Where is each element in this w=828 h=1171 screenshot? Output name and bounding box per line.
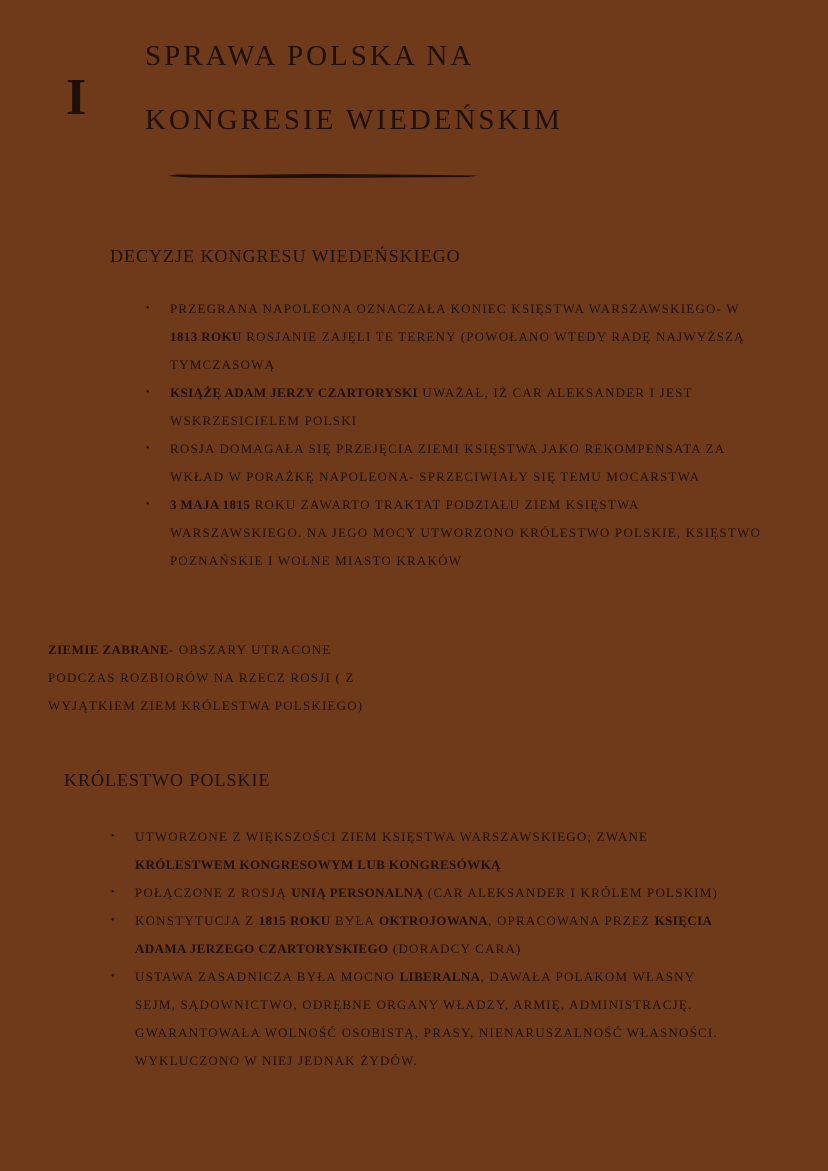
list-item: • UTWORZONE Z WIĘKSZOŚCI ZIEM KSIĘSTWA WARSZAWSKIEGO; ZWANE KRÓLESTWEM KONGRESOWYM LUB KONGRESÓWKĄ bbox=[111, 823, 731, 879]
section-heading-decyzje: DECYZJE KONGRESU WIEDEŃSKIEGO bbox=[110, 246, 461, 266]
list-item: • 3 MAJA 1815 ROKU ZAWARTO TRAKTAT PODZIAŁU ZIEM KSIĘSTWA WARSZAWSKIEGO. NA JEGO MOCY UTWORZONO KRÓLESTWO POLSKIE, KSIĘSTWO POZNAŃSKIE I WOLNE MIASTO KRAKÓW bbox=[146, 491, 766, 575]
title-divider bbox=[168, 173, 478, 179]
list-item: • PRZEGRANA NAPOLEONA OZNACZAŁA KONIEC KSIĘSTWA WARSZAWSKIEGO- W 1813 ROKU ROSJANIE ZAJĘLI TE TERENY (POWOŁANO WTEDY RADĘ NAJWYŻSZĄ TYMCZASOWĄ bbox=[146, 295, 766, 379]
list-item: • POŁĄCZONE Z ROSJĄ UNIĄ PERSONALNĄ (CAR ALEKSANDER I KRÓLEM POLSKIM) bbox=[111, 879, 731, 907]
list-item: • KSIĄŻĘ ADAM JERZY CZARTORYSKI UWAŻAŁ, IŻ CAR ALEKSANDER I JEST WSKRZESICIELEM POLSKI bbox=[146, 379, 766, 435]
page-title-line-1: SPRAWA POLSKA NA bbox=[145, 40, 475, 72]
ziemie-zabrane-term: ZIEMIE ZABRANE bbox=[48, 642, 169, 657]
krolestwo-list bbox=[111, 823, 731, 1075]
decyzje-list bbox=[146, 295, 766, 575]
chapter-number: I bbox=[66, 69, 87, 126]
ziemie-zabrane-definition: ZIEMIE ZABRANE- OBSZARY UTRACONE PODCZAS ROZBIORÓW NA RZECZ ROSJI ( Z WYJĄTKIEM ZIEM KRÓLESTWA POLSKIEGO) bbox=[48, 642, 364, 713]
list-item: • ROSJA DOMAGAŁA SIĘ PRZEJĘCIA ZIEMI KSIĘSTWA JAKO REKOMPENSATA ZA WKŁAD W PORAŻKĘ NAPOLEONA- SPRZECIWIAŁY SIĘ TEMU MOCARSTWA bbox=[146, 435, 766, 491]
section-heading-krolestwo: KRÓLESTWO POLSKIE bbox=[64, 770, 271, 790]
page-title-line-2: KONGRESIE WIEDEŃSKIM bbox=[145, 104, 563, 136]
list-item: • KONSTYTUCJA Z 1815 ROKU BYŁA OKTROJOWANA, OPRACOWANA PRZEZ KSIĘCIA ADAMA JERZEGO CZARTORYSKIEGO (DORADCY CARA) bbox=[111, 907, 731, 963]
list-item: • USTAWA ZASADNICZA BYŁA MOCNO LIBERALNA, DAWAŁA POLAKOM WŁASNY SEJM, SĄDOWNICTWO, ODRĘBNE ORGANY WŁADZY, ARMIĘ, ADMINISTRACJĘ. GWARANTOWAŁA WOLNOŚĆ OSOBISTĄ, PRASY, NIENARUSZALNOŚĆ WŁASNOŚCI. WYKLUCZONO W NIEJ JEDNAK ŻYDÓW. bbox=[111, 963, 731, 1075]
